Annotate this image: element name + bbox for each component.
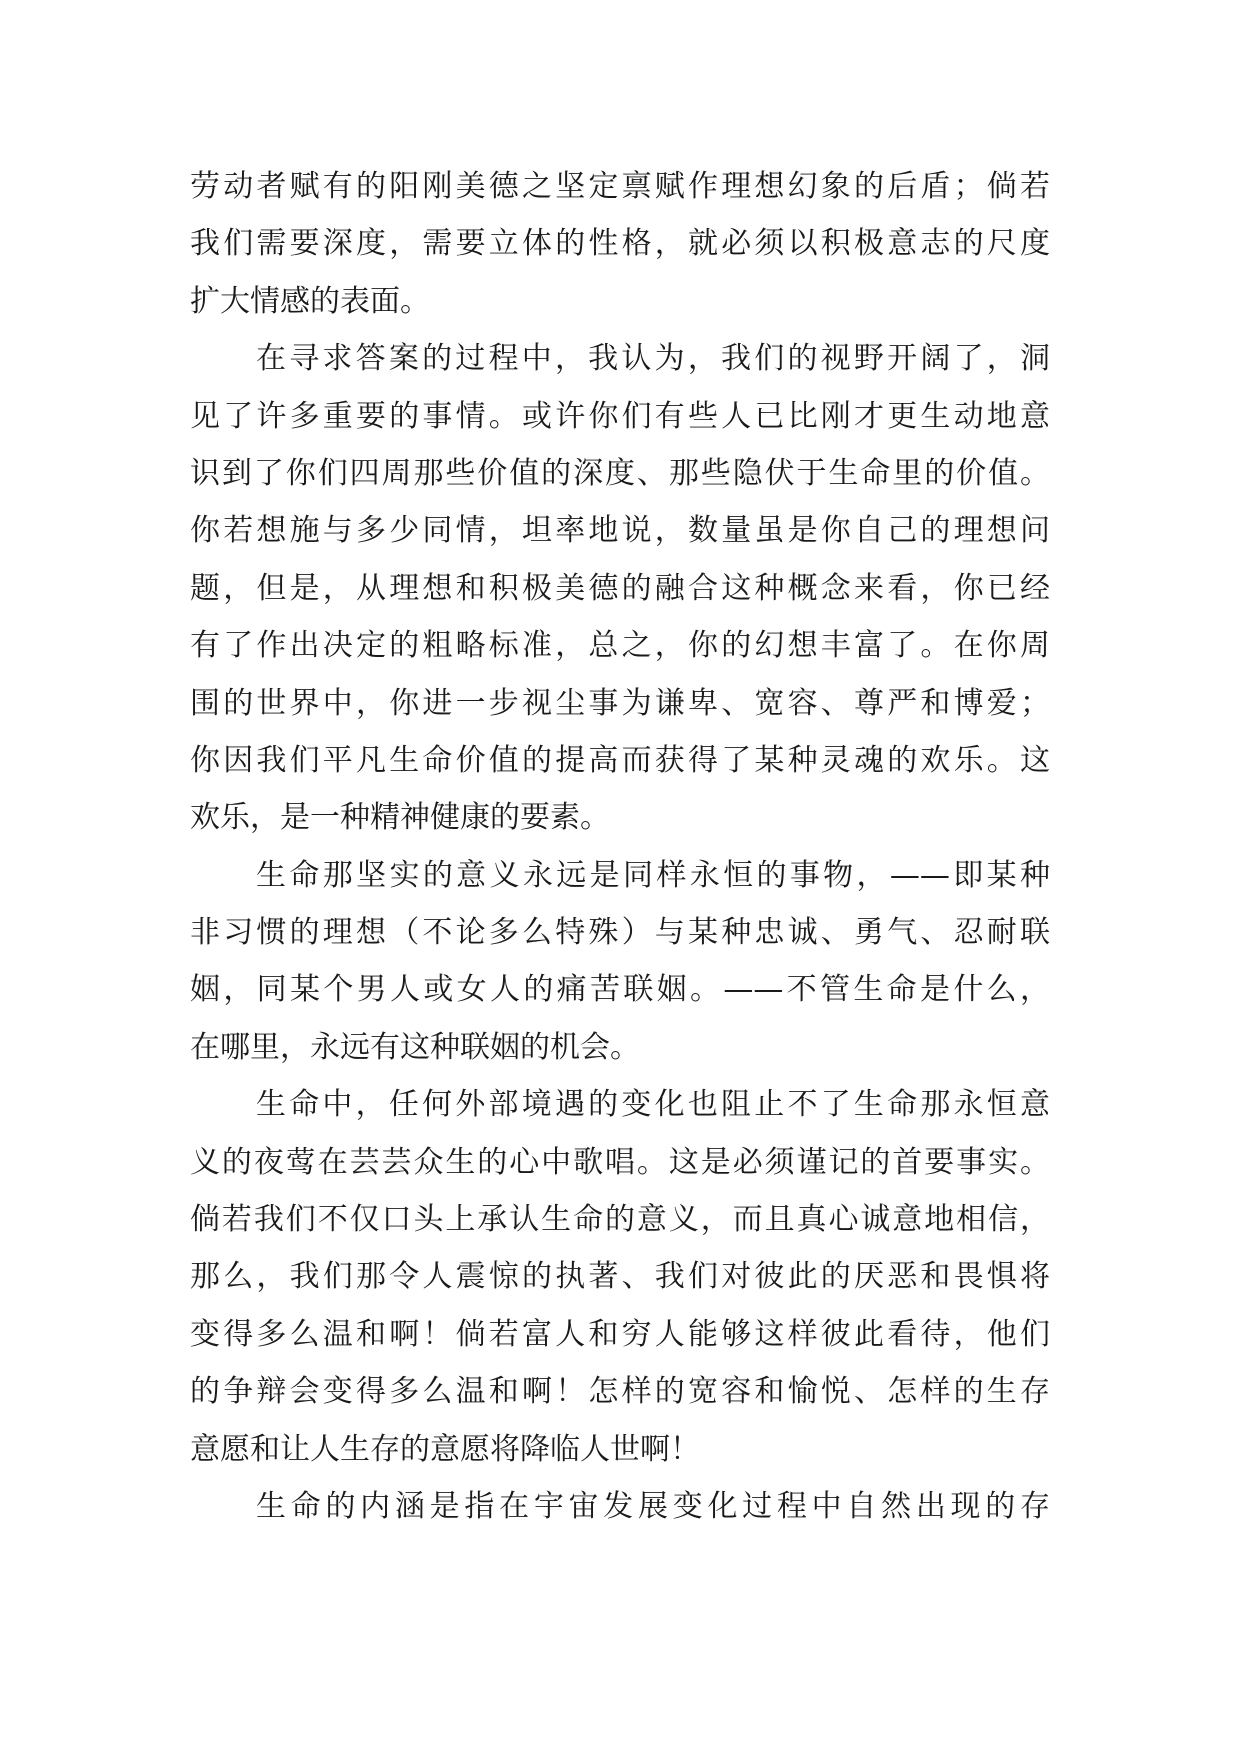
paragraph-start-line: 生命那坚实的意义永远是同样永恒的事物，——即某种 bbox=[256, 857, 1050, 893]
text-line: 义的夜莺在芸芸众生的心中歌唱。这是必须谨记的首要事实。 bbox=[190, 1144, 1050, 1180]
paragraph-start-line: 生命中，任何外部境遇的变化也阻止不了生命那永恒意 bbox=[256, 1087, 1050, 1123]
text-line: 你若想施与多少同情，坦率地说，数量虽是你自己的理想问 bbox=[190, 513, 1050, 549]
text-line: 变得多么温和啊！倘若富人和穷人能够这样彼此看待，他们 bbox=[190, 1316, 1050, 1352]
text-line: 见了许多重要的事情。或许你们有些人已比刚才更生动地意 bbox=[190, 398, 1050, 434]
text-line: 非习惯的理想（不论多么特殊）与某种忠诚、勇气、忍耐联 bbox=[190, 915, 1050, 951]
text-line: 在哪里，永远有这种联姻的机会。 bbox=[190, 1029, 640, 1065]
text-line: 意愿和让人生存的意愿将降临人世啊！ bbox=[190, 1431, 700, 1467]
paragraph-start-line: 在寻求答案的过程中，我认为，我们的视野开阔了，洞 bbox=[256, 341, 1050, 377]
text-line: 你因我们平凡生命价值的提高而获得了某种灵魂的欢乐。这 bbox=[190, 742, 1050, 778]
text-line: 劳动者赋有的阳刚美德之坚定禀赋作理想幻象的后盾；倘若 bbox=[190, 169, 1050, 204]
text-line: 扩大情感的表面。 bbox=[190, 283, 430, 319]
text-line: 有了作出决定的粗略标准，总之，你的幻想丰富了。在你周 bbox=[190, 628, 1050, 664]
paragraph-start-line: 生命的内涵是指在宇宙发展变化过程中自然出现的存 bbox=[256, 1488, 1050, 1524]
text-line: 识到了你们四周那些价值的深度、那些隐伏于生命里的价值。 bbox=[190, 455, 1050, 491]
text-line: 的争辩会变得多么温和啊！怎样的宽容和愉悦、怎样的生存 bbox=[190, 1374, 1050, 1410]
text-line: 围的世界中，你进一步视尘事为谦卑、宽容、尊严和博爱； bbox=[190, 685, 1050, 721]
text-line: 题，但是，从理想和积极美德的融合这种概念来看，你已经 bbox=[190, 570, 1050, 606]
text-line: 那么，我们那令人震惊的执著、我们对彼此的厌恶和畏惧将 bbox=[190, 1259, 1050, 1295]
text-line: 姻，同某个男人或女人的痛苦联姻。——不管生命是什么， bbox=[190, 972, 1050, 1008]
text-line: 我们需要深度，需要立体的性格，就必须以积极意志的尺度 bbox=[190, 226, 1050, 262]
text-line: 欢乐，是一种精神健康的要素。 bbox=[190, 800, 610, 836]
body-text bbox=[190, 158, 1050, 1535]
text-line: 倘若我们不仅口头上承认生命的意义，而且真心诚意地相信， bbox=[190, 1202, 1050, 1238]
